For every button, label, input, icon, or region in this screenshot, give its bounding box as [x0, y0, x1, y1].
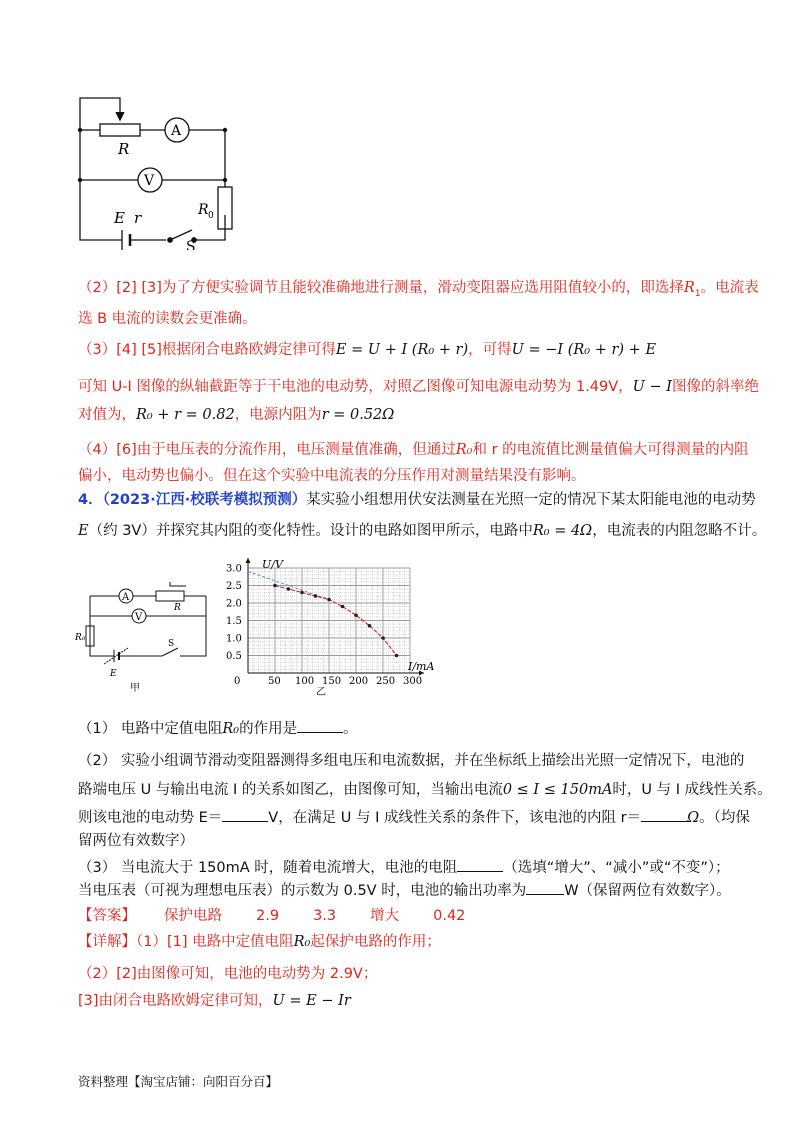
question4-sub2-line3: 则该电池的电动势 E＝ V，在满足 U 与 I 成线性关系的条件下，该电池的内阻 r＝ Ω。（均保	[78, 807, 750, 828]
y-tick-label: 1.5	[226, 616, 242, 627]
circuit-diagram-a	[74, 572, 214, 692]
y-tick-label: 2.0	[226, 598, 242, 610]
x-tick-label: 50	[268, 676, 281, 687]
fig-a-label-V: V	[135, 612, 143, 623]
question4-line1: 4．（2023·江西·校联考模拟预测）某实验小组想用伏安法测量在光照一定的情况下某太阳能电池的电动势	[78, 492, 756, 508]
x-tick-label: 300	[403, 676, 423, 687]
question4-sub2-line4: 留两位有效数字）	[78, 833, 194, 849]
detail-line1: 【详解】（1）[1] 电路中定值电阻R₀起保护电路的作用；	[78, 934, 441, 950]
data-point	[341, 605, 345, 609]
label-R0: R	[198, 202, 209, 218]
detail-line3: [3]由闭合电路欧姆定律可知，U = E − Ir	[78, 993, 351, 1009]
ui-graph	[222, 552, 442, 697]
answer-blank-5[interactable]	[526, 880, 564, 895]
fig-a-label-A: A	[122, 592, 130, 603]
page-footer: 资料整理【淘宝店铺：向阳百分百】	[78, 1074, 279, 1089]
y-axis-arrow	[246, 558, 251, 563]
data-point	[354, 613, 358, 617]
question-number: 4．	[78, 492, 103, 508]
data-point	[287, 587, 291, 591]
fig-b-caption: 乙	[316, 687, 326, 697]
question4-sub3-line2: 当电压表（可视为理想电压表）的示数为 0.5V 时，电池的输出功率为 W（保留两位有效数字）。	[78, 880, 731, 901]
data-point	[381, 636, 385, 640]
data-point	[368, 624, 372, 628]
solution-part3-line1: （3）[4] [5]根据闭合电路欧姆定律可得E = U + I (R₀ + r)，可得U = −I (R₀ + r) + E	[78, 342, 657, 358]
answer-value-5: 0.42	[433, 908, 466, 924]
fig-a-label-R: R	[174, 603, 181, 613]
fig-a-label-R0: R₀	[75, 633, 86, 643]
question-source: （2023·江西·校联考模拟预测）	[102, 492, 307, 508]
answer-blank-3[interactable]	[641, 807, 687, 822]
answer-blank-2[interactable]	[222, 807, 268, 822]
y-tick-label: 1.0	[226, 633, 242, 645]
answer-value-1: 保护电路	[164, 908, 222, 924]
answer-value-4: 增大	[370, 908, 400, 924]
detail-line2: （2）[2]由图像可知，电池的电动势为 2.9V；	[78, 966, 378, 982]
fig-a-label-S: S	[168, 639, 175, 649]
solution-part2-line2: 选 B 电流的读数会更准确。	[78, 311, 257, 327]
x-tick-label: 100	[295, 676, 315, 687]
data-point	[314, 594, 318, 598]
y-tick-label: 2.5	[226, 581, 242, 592]
solution-part4-line2: 偏小，电动势也偏小。但在这个实验中电流表的分压作用对测量结果没有影响。	[78, 468, 586, 484]
x-tick-label: 200	[349, 676, 369, 687]
question4-sub2-line1: （2） 实验小组调节滑动变阻器测得多组电压和电流数据，并在坐标纸上描绘出光照一定情况下，电池的	[78, 753, 745, 769]
data-point	[395, 654, 399, 658]
y-axis-label: U/V	[262, 558, 283, 571]
fig-a-label-E: E	[110, 669, 117, 679]
data-point	[300, 591, 304, 595]
solution-part3-line3: 对值为，R₀ + r = 0.82，电源内阻为r = 0.52Ω	[78, 407, 395, 423]
answer-blank-1[interactable]	[297, 718, 343, 733]
data-point	[327, 598, 331, 602]
answer-row	[78, 906, 499, 926]
solution-part3-line2: 可知 U-I 图像的纵轴截距等于干电池的电动势，对照乙图像可知电源电动势为 1.49V，U − I图像的斜率绝	[78, 379, 759, 395]
circuit-diagram-top	[70, 90, 250, 250]
solution-part4-line1: （4）[6]由于电压表的分流作用，电压测量值准确，但通过R₀和 r 的电流值比测量值偏大可得测量的内阻	[78, 442, 749, 458]
question4-line2: E（约 3V）并探究其内阻的变化特性。设计的电路如图甲所示，电路中R₀ = 4Ω，电流表的内阻忽略不计。	[78, 523, 767, 539]
x-tick-label: 0	[234, 676, 241, 687]
solution-part2-line1: （2）[2] [3]为了方便实验调节且能较准确地进行测量，滑动变阻器应选用阻值较小的，即选择$R_1$。电流表	[78, 280, 759, 299]
question4-sub1: （1） 电路中定值电阻R₀的作用是 。	[78, 718, 358, 739]
answer-value-3: 3.3	[313, 908, 337, 924]
label-S: S	[186, 239, 196, 250]
x-axis-label: I/mA	[408, 660, 435, 673]
y-tick-label: 3.0	[226, 563, 242, 575]
label-R: R	[118, 140, 130, 158]
detail-label: 【详解】	[78, 934, 136, 950]
answer-blank-4[interactable]	[457, 857, 503, 872]
answer-value-2: 2.9	[256, 908, 280, 924]
question4-sub3-line1: （3） 当电流大于 150mA 时，随着电流增大，电池的电阻 （选填“增大”、“减小”或“不变”）；	[78, 857, 730, 878]
label-V: V	[144, 173, 155, 189]
label-E: E	[114, 209, 125, 227]
x-tick-label: 150	[322, 676, 342, 687]
y-tick-label: 0.5	[226, 651, 242, 662]
fig-a-caption: 甲	[130, 683, 140, 692]
x-tick-label: 250	[376, 676, 396, 687]
label-R0-sub: 0	[208, 211, 214, 221]
data-point	[273, 584, 277, 588]
question4-sub2-line2: 路端电压 U 与输出电流 I 的关系如图乙，由图像可知，当输出电流0 ≤ I ≤ 150mA时，U 与 I 成线性关系。	[78, 782, 772, 798]
label-r: r	[134, 209, 142, 227]
answer-label: 【答案】	[78, 908, 136, 924]
label-A: A	[171, 123, 182, 139]
